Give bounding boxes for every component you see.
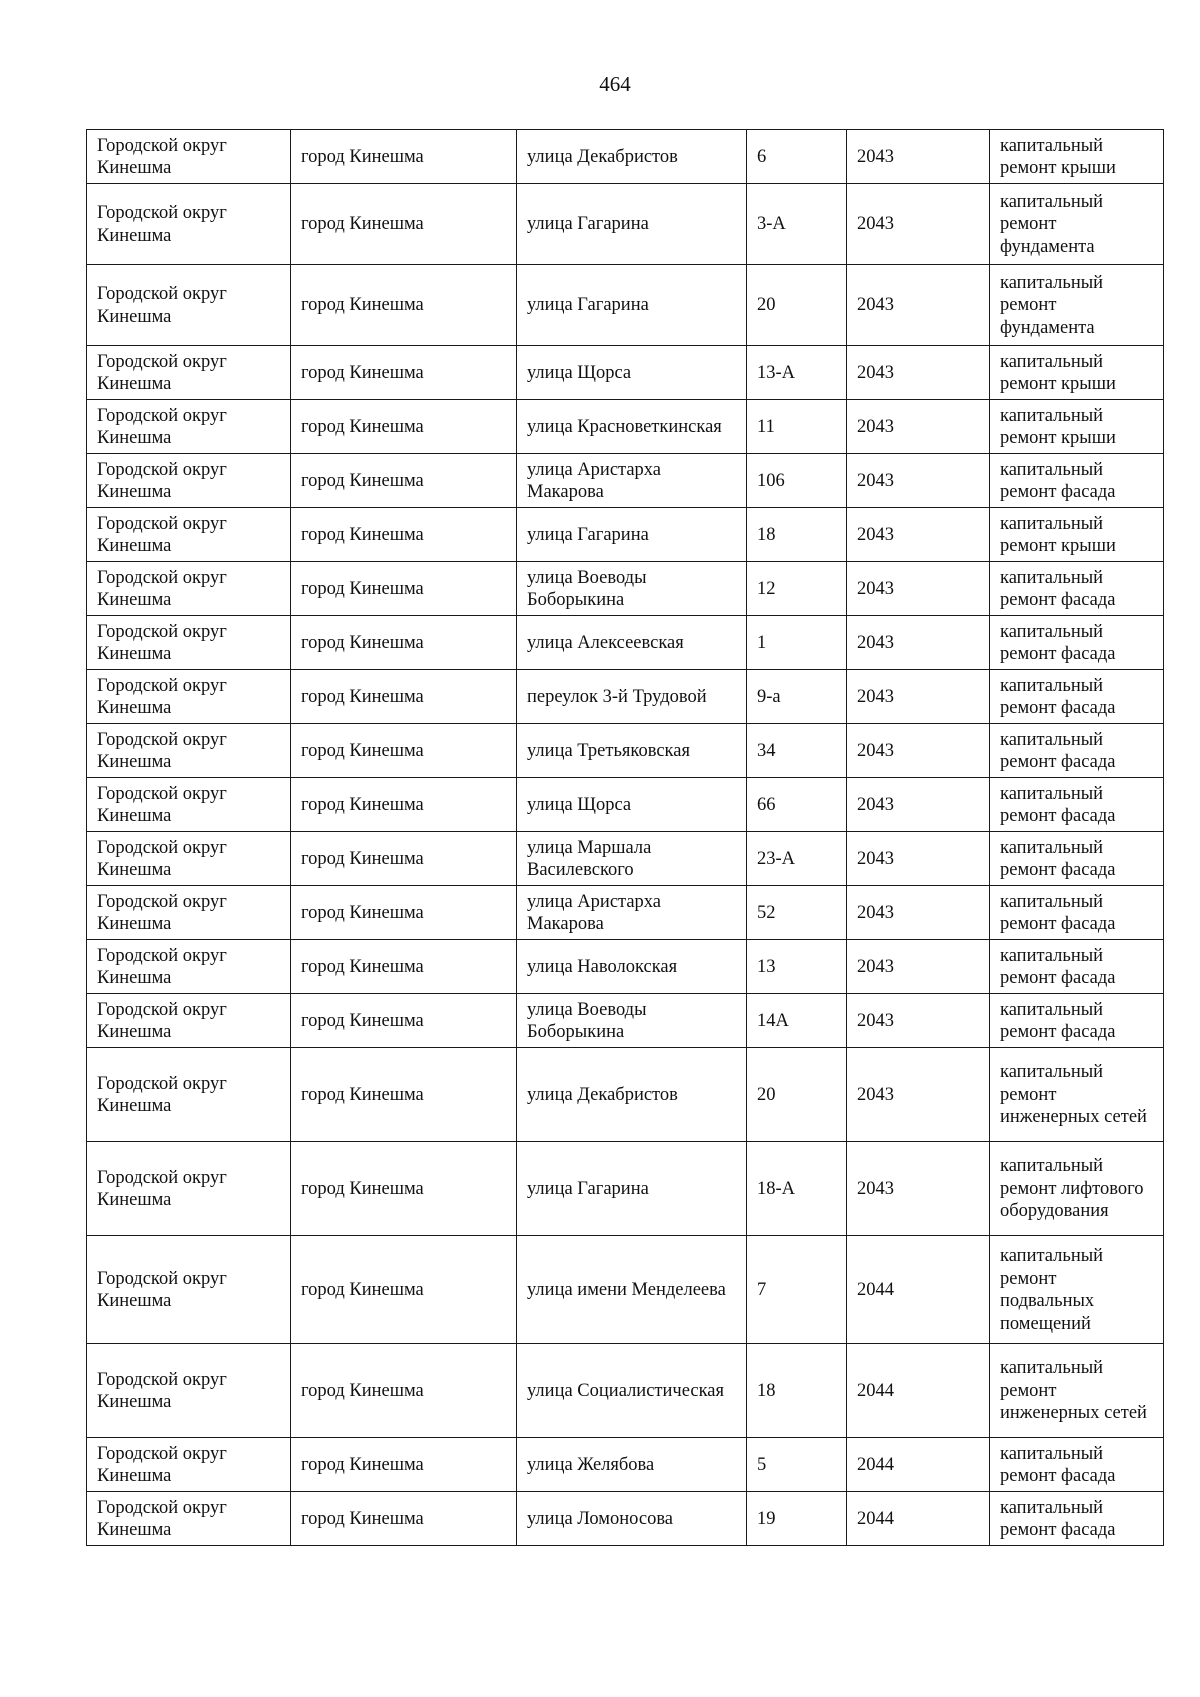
table-row [87, 400, 1164, 454]
table-row [87, 670, 1164, 724]
district-cell: Городской округ Кинешма [87, 400, 291, 454]
city-cell: город Кинешма [291, 670, 517, 724]
work-type-cell: капитальный ремонт фасада [990, 886, 1164, 940]
year-cell: 2043 [847, 616, 990, 670]
house-number-cell: 18-А [747, 1142, 847, 1236]
street-cell: улица Алексеевская [517, 616, 747, 670]
year-cell: 2044 [847, 1438, 990, 1492]
district-cell: Городской округ Кинешма [87, 508, 291, 562]
city-cell: город Кинешма [291, 265, 517, 346]
table-row [87, 1236, 1164, 1344]
street-cell: улица Гагарина [517, 508, 747, 562]
house-number-cell: 13-А [747, 346, 847, 400]
table-row [87, 346, 1164, 400]
street-cell: улица Социалистическая [517, 1344, 747, 1438]
city-cell: город Кинешма [291, 832, 517, 886]
work-type-cell: капитальный ремонт фасада [990, 940, 1164, 994]
house-number-cell: 13 [747, 940, 847, 994]
city-cell: город Кинешма [291, 994, 517, 1048]
table-row [87, 562, 1164, 616]
table-row [87, 1438, 1164, 1492]
table-row [87, 994, 1164, 1048]
house-number-cell: 18 [747, 1344, 847, 1438]
year-cell: 2043 [847, 940, 990, 994]
house-number-cell: 20 [747, 265, 847, 346]
work-type-cell: капитальный ремонт фасада [990, 832, 1164, 886]
district-cell: Городской округ Кинешма [87, 1048, 291, 1142]
year-cell: 2043 [847, 1048, 990, 1142]
year-cell: 2043 [847, 265, 990, 346]
year-cell: 2043 [847, 778, 990, 832]
table-row [87, 508, 1164, 562]
street-cell: улица имени Менделеева [517, 1236, 747, 1344]
street-cell: улица Щорса [517, 346, 747, 400]
street-cell: улица Воеводы Боборыкина [517, 994, 747, 1048]
year-cell: 2044 [847, 1236, 990, 1344]
district-cell: Городской округ Кинешма [87, 832, 291, 886]
city-cell: город Кинешма [291, 508, 517, 562]
year-cell: 2043 [847, 670, 990, 724]
work-type-cell: капитальный ремонт фасада [990, 1438, 1164, 1492]
work-type-cell: капитальный ремонт фасада [990, 724, 1164, 778]
city-cell: город Кинешма [291, 400, 517, 454]
table-row [87, 454, 1164, 508]
table-row [87, 1344, 1164, 1438]
house-number-cell: 9-а [747, 670, 847, 724]
year-cell: 2043 [847, 562, 990, 616]
work-type-cell: капитальный ремонт крыши [990, 508, 1164, 562]
city-cell: город Кинешма [291, 184, 517, 265]
table-body [87, 130, 1164, 1546]
table-row [87, 1492, 1164, 1546]
street-cell: улица Ломоносова [517, 1492, 747, 1546]
district-cell: Городской округ Кинешма [87, 940, 291, 994]
city-cell: город Кинешма [291, 1344, 517, 1438]
house-number-cell: 6 [747, 130, 847, 184]
house-number-cell: 19 [747, 1492, 847, 1546]
work-type-cell: капитальный ремонт фасада [990, 778, 1164, 832]
district-cell: Городской округ Кинешма [87, 454, 291, 508]
city-cell: город Кинешма [291, 1438, 517, 1492]
district-cell: Городской округ Кинешма [87, 184, 291, 265]
street-cell: улица Маршала Василевского [517, 832, 747, 886]
work-type-cell: капитальный ремонт фасада [990, 1492, 1164, 1546]
house-number-cell: 14А [747, 994, 847, 1048]
city-cell: город Кинешма [291, 616, 517, 670]
table-row [87, 832, 1164, 886]
table-row [87, 778, 1164, 832]
year-cell: 2043 [847, 400, 990, 454]
work-type-cell: капитальный ремонт фасада [990, 562, 1164, 616]
house-number-cell: 106 [747, 454, 847, 508]
work-type-cell: капитальный ремонт лифтового оборудования [990, 1142, 1164, 1236]
year-cell: 2043 [847, 130, 990, 184]
work-type-cell: капитальный ремонт фундамента [990, 265, 1164, 346]
district-cell: Городской округ Кинешма [87, 1492, 291, 1546]
table-row [87, 130, 1164, 184]
district-cell: Городской округ Кинешма [87, 670, 291, 724]
year-cell: 2043 [847, 508, 990, 562]
street-cell: улица Аристарха Макарова [517, 886, 747, 940]
street-cell: улица Щорса [517, 778, 747, 832]
district-cell: Городской округ Кинешма [87, 778, 291, 832]
year-cell: 2043 [847, 1142, 990, 1236]
street-cell: переулок 3-й Трудовой [517, 670, 747, 724]
street-cell: улица Красноветкинская [517, 400, 747, 454]
city-cell: город Кинешма [291, 1236, 517, 1344]
house-number-cell: 7 [747, 1236, 847, 1344]
district-cell: Городской округ Кинешма [87, 724, 291, 778]
district-cell: Городской округ Кинешма [87, 616, 291, 670]
work-type-cell: капитальный ремонт инженерных сетей [990, 1344, 1164, 1438]
district-cell: Городской округ Кинешма [87, 346, 291, 400]
district-cell: Городской округ Кинешма [87, 886, 291, 940]
work-type-cell: капитальный ремонт крыши [990, 346, 1164, 400]
house-number-cell: 3-А [747, 184, 847, 265]
year-cell: 2043 [847, 886, 990, 940]
street-cell: улица Наволокская [517, 940, 747, 994]
table-row [87, 616, 1164, 670]
table-row [87, 1142, 1164, 1236]
street-cell: улица Гагарина [517, 265, 747, 346]
street-cell: улица Декабристов [517, 1048, 747, 1142]
work-type-cell: капитальный ремонт инженерных сетей [990, 1048, 1164, 1142]
page-number: 464 [599, 72, 631, 96]
year-cell: 2043 [847, 454, 990, 508]
city-cell: город Кинешма [291, 778, 517, 832]
district-cell: Городской округ Кинешма [87, 265, 291, 346]
district-cell: Городской округ Кинешма [87, 562, 291, 616]
city-cell: город Кинешма [291, 1048, 517, 1142]
table-row [87, 724, 1164, 778]
house-number-cell: 20 [747, 1048, 847, 1142]
work-type-cell: капитальный ремонт крыши [990, 130, 1164, 184]
table-row [87, 184, 1164, 265]
street-cell: улица Декабристов [517, 130, 747, 184]
street-cell: улица Гагарина [517, 184, 747, 265]
house-number-cell: 52 [747, 886, 847, 940]
house-number-cell: 1 [747, 616, 847, 670]
work-type-cell: капитальный ремонт крыши [990, 400, 1164, 454]
work-type-cell: капитальный ремонт фасада [990, 616, 1164, 670]
street-cell: улица Аристарха Макарова [517, 454, 747, 508]
year-cell: 2043 [847, 724, 990, 778]
city-cell: город Кинешма [291, 346, 517, 400]
house-number-cell: 12 [747, 562, 847, 616]
year-cell: 2043 [847, 994, 990, 1048]
house-number-cell: 18 [747, 508, 847, 562]
house-number-cell: 66 [747, 778, 847, 832]
house-number-cell: 11 [747, 400, 847, 454]
district-cell: Городской округ Кинешма [87, 1344, 291, 1438]
house-number-cell: 23-А [747, 832, 847, 886]
work-type-cell: капитальный ремонт подвальных помещений [990, 1236, 1164, 1344]
city-cell: город Кинешма [291, 940, 517, 994]
city-cell: город Кинешма [291, 562, 517, 616]
house-number-cell: 34 [747, 724, 847, 778]
city-cell: город Кинешма [291, 724, 517, 778]
district-cell: Городской округ Кинешма [87, 1142, 291, 1236]
year-cell: 2043 [847, 184, 990, 265]
street-cell: улица Воеводы Боборыкина [517, 562, 747, 616]
work-type-cell: капитальный ремонт фундамента [990, 184, 1164, 265]
street-cell: улица Третьяковская [517, 724, 747, 778]
city-cell: город Кинешма [291, 1142, 517, 1236]
work-type-cell: капитальный ремонт фасада [990, 454, 1164, 508]
table-row [87, 1048, 1164, 1142]
year-cell: 2043 [847, 346, 990, 400]
table-row [87, 940, 1164, 994]
year-cell: 2044 [847, 1344, 990, 1438]
city-cell: город Кинешма [291, 886, 517, 940]
district-cell: Городской округ Кинешма [87, 1236, 291, 1344]
house-number-cell: 5 [747, 1438, 847, 1492]
work-type-cell: капитальный ремонт фасада [990, 670, 1164, 724]
district-cell: Городской округ Кинешма [87, 1438, 291, 1492]
table-row [87, 265, 1164, 346]
city-cell: город Кинешма [291, 1492, 517, 1546]
table-row [87, 886, 1164, 940]
city-cell: город Кинешма [291, 454, 517, 508]
street-cell: улица Желябова [517, 1438, 747, 1492]
district-cell: Городской округ Кинешма [87, 994, 291, 1048]
city-cell: город Кинешма [291, 130, 517, 184]
street-cell: улица Гагарина [517, 1142, 747, 1236]
year-cell: 2044 [847, 1492, 990, 1546]
work-type-cell: капитальный ремонт фасада [990, 994, 1164, 1048]
year-cell: 2043 [847, 832, 990, 886]
repair-schedule-table [86, 129, 1164, 1546]
district-cell: Городской округ Кинешма [87, 130, 291, 184]
